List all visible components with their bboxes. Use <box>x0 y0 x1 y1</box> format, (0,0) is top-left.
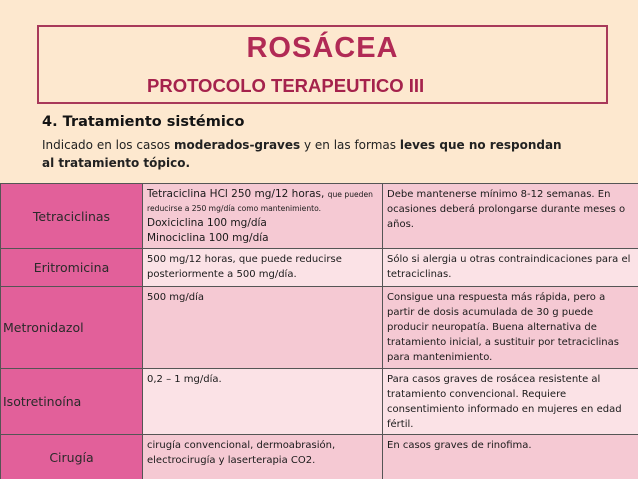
notes-cell: En casos graves de rinofima. <box>383 435 638 479</box>
notes-cell: Consigue una respuesta más rápida, pero a partir de dosis acumulada de 30 g puede producir neuropatía. Buena alternativa de tratamiento inicial, a sustituir por tetraciclinas para mantenimiento. <box>383 287 638 369</box>
dose-note: que pueden reducirse a 250 mg/día como mantenimiento. <box>147 190 373 213</box>
drug-cell: Isotretinoína <box>1 369 143 435</box>
description-text-1: Indicado en los casos <box>42 138 174 152</box>
treatment-table <box>0 183 638 479</box>
table-row <box>1 435 638 479</box>
dose-cell: 500 mg/12 horas, que puede reducirse posteriormente a 500 mg/día. <box>143 249 383 287</box>
dose-cell: 500 mg/día <box>143 287 383 369</box>
page-title: ROSÁCEA <box>246 32 399 64</box>
dose-text: Tetraciclina HCl 250 mg/12 horas, <box>147 188 328 200</box>
notes-cell: Para casos graves de rosácea resistente al tratamiento convencional. Requiere consentimiento informado en mujeres en edad fértil. <box>383 369 638 435</box>
description-bold-3: al tratamiento tópico. <box>42 155 191 170</box>
section-description <box>42 137 602 172</box>
section-heading: 4. Tratamiento sistémico <box>42 114 245 130</box>
dose-cell: cirugía convencional, dermoabrasión, electrocirugía y laserterapia CO2. <box>143 435 383 479</box>
table-row <box>1 249 638 287</box>
notes-cell: Sólo si alergia u otras contraindicaciones para el tetraciclinas. <box>383 249 638 287</box>
table-row <box>1 184 638 249</box>
page-subtitle: PROTOCOLO TERAPEUTICO III <box>147 75 425 96</box>
drug-cell: Cirugía <box>1 435 143 479</box>
title-box <box>37 25 608 104</box>
drug-cell: Eritromicina <box>1 249 143 287</box>
table-row <box>1 369 638 435</box>
drug-cell: Metronidazol <box>1 287 143 369</box>
description-bold-2: leves que no respondan <box>399 138 562 152</box>
dose-cell <box>143 184 383 249</box>
description-bold-1: moderados-graves <box>173 138 301 152</box>
dose-line: Doxiciclina 100 mg/día <box>147 217 267 229</box>
description-text-2: y en las formas <box>300 138 400 152</box>
dose-line: Minociclina 100 mg/día <box>147 232 269 244</box>
notes-cell: Debe mantenerse mínimo 8-12 semanas. En ocasiones deberá prolongarse durante meses o años. <box>383 184 638 249</box>
table-row <box>1 287 638 369</box>
dose-cell: 0,2 – 1 mg/día. <box>143 369 383 435</box>
drug-cell: Tetraciclinas <box>1 184 143 249</box>
